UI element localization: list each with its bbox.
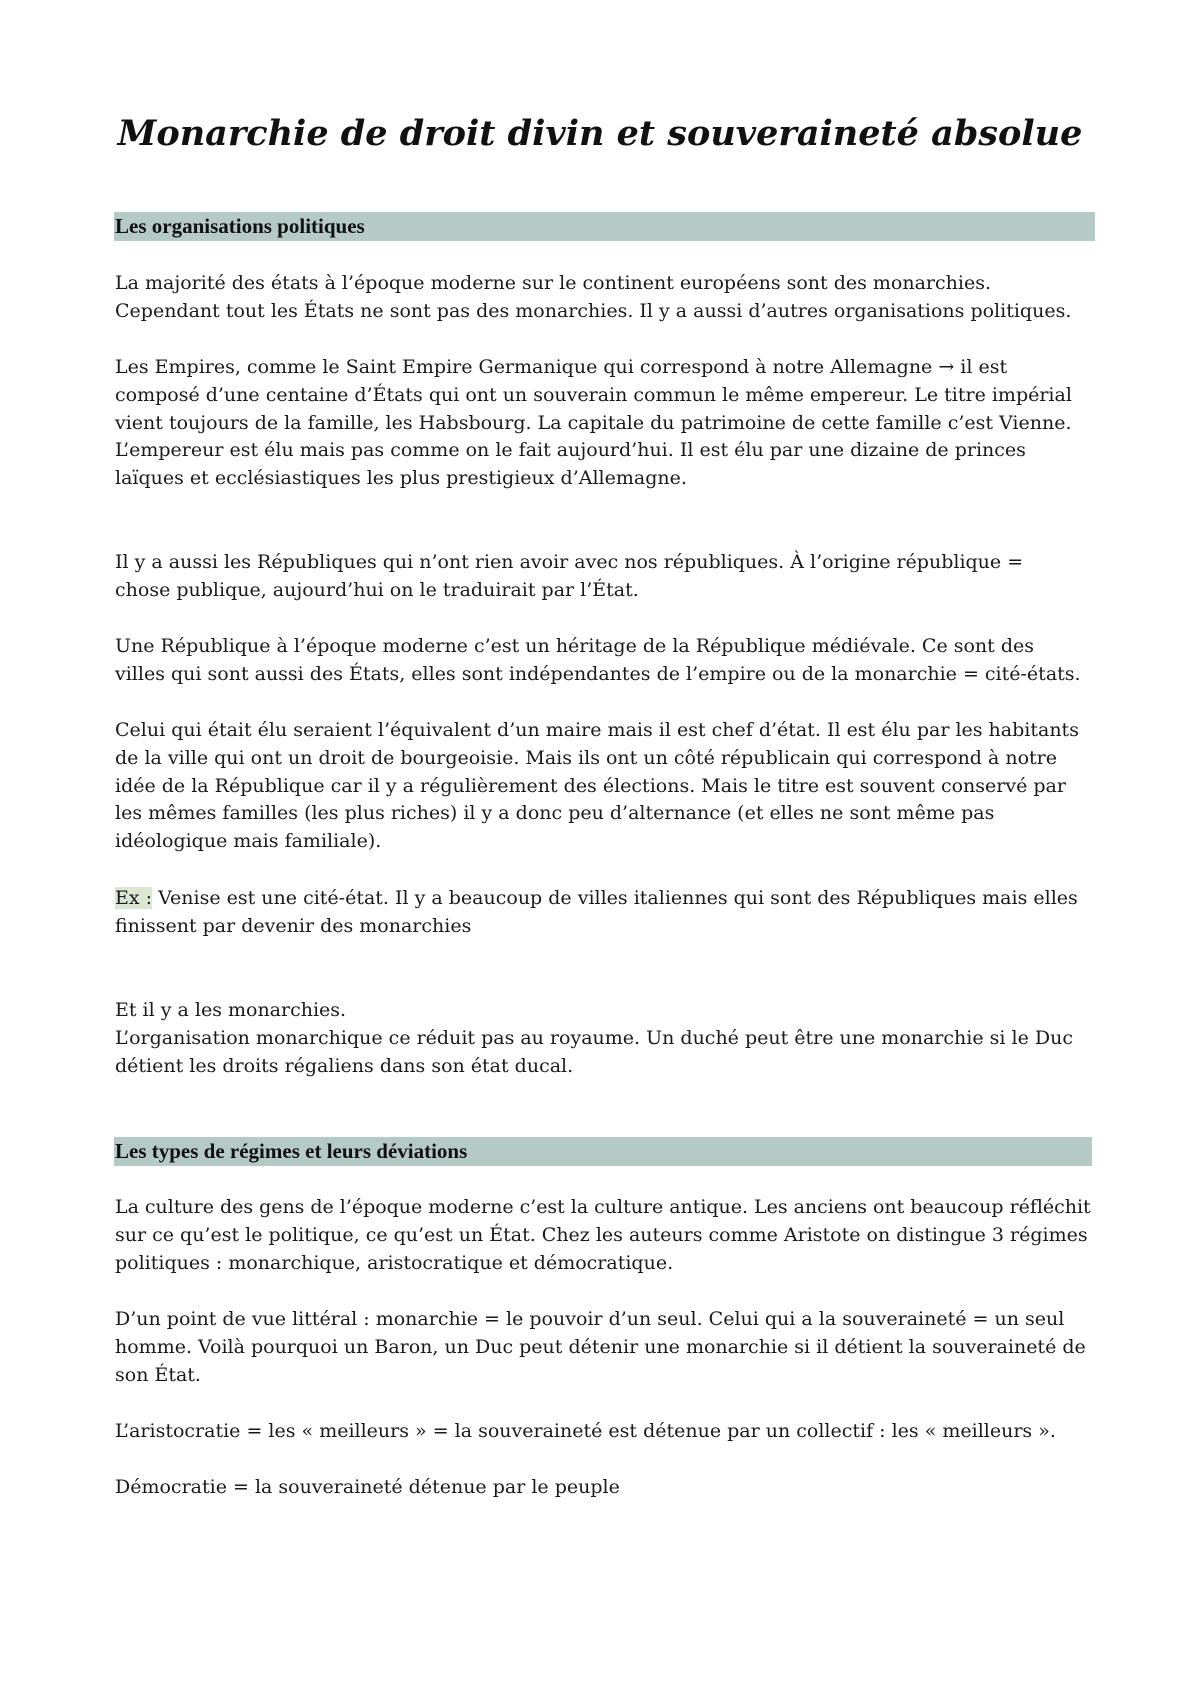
text-line: Cependant tout les États ne sont pas des monarchies. Il y a aussi d’autres organisations politiques. — [115, 299, 1072, 322]
text-line: Démocratie = la souveraineté détenue par le peuple — [115, 1476, 620, 1498]
text-line: villes qui sont aussi des États, elles sont indépendantes de l’empire ou de la monarchie = cité-états. — [115, 662, 1081, 685]
paragraph-republique-moderne — [115, 633, 1095, 689]
paragraph-monarchies-majority — [115, 270, 1095, 326]
text-line: L’organisation monarchique ce réduit pas au royaume. Un duché peut être une monarchie si le Duc — [115, 1026, 1073, 1049]
text-line: finissent par devenir des monarchies — [115, 914, 472, 937]
paragraph-empires — [115, 354, 1095, 493]
text-line: La culture des gens de l’époque moderne c’est la culture antique. Les anciens ont beaucoup réfléchit — [115, 1196, 1091, 1218]
paragraph-elu — [115, 717, 1095, 856]
text-line — [115, 885, 1095, 913]
section-heading-regimes: Les types de régimes et leurs déviations — [114, 1137, 1092, 1166]
text-line: L’empereur est élu mais pas comme on le fait aujourd’hui. Il est élu par une dizaine de princes — [115, 439, 1026, 462]
example-text: Venise est une cité-état. Il y a beaucoup de villes italiennes qui sont des Républiques mais elles — [152, 887, 1078, 909]
text-line: idée de la République car il y a régulièrement des élections. Mais le titre est souvent conservé par — [115, 774, 1066, 797]
text-line: idéologique mais familiale). — [115, 830, 382, 853]
text-line: laïques et ecclésiastiques les plus prestigieux d’Allemagne. — [115, 467, 687, 490]
text-line: Il y a aussi les Républiques qui n’ont rien avoir avec nos républiques. À l’origine république = — [115, 551, 1024, 573]
text-line: La majorité des états à l’époque moderne sur le continent européens sont des monarchies. — [115, 272, 992, 294]
text-line: Et il y a les monarchies. — [115, 999, 347, 1021]
text-line: Les Empires, comme le Saint Empire Germanique qui correspond à notre Allemagne → il est — [115, 356, 1008, 378]
paragraph-monarchie-definition — [115, 1306, 1095, 1389]
text-line: D’un point de vue littéral : monarchie = le pouvoir d’un seul. Celui qui a la souveraineté = un seul — [115, 1308, 1065, 1330]
example-label: Ex : — [115, 887, 153, 909]
text-line: homme. Voilà pourquoi un Baron, un Duc peut détenir une monarchie si il détient la souveraineté de — [115, 1335, 1086, 1358]
text-line: chose publique, aujourd’hui on le traduirait par l’État. — [115, 578, 639, 601]
text-line: les mêmes familles (les plus riches) il y a donc peu d’alternance (et elles ne sont même pas — [115, 802, 995, 825]
paragraph-example — [115, 885, 1095, 941]
paragraph-aristocratie — [115, 1418, 1095, 1446]
text-line: L’aristocratie = les « meilleurs » = la souveraineté est détenue par un collectif : les « meilleurs ». — [115, 1420, 1056, 1442]
text-line: sur ce qu’est le politique, ce qu’est un État. Chez les auteurs comme Aristote on distingue 3 régimes — [115, 1223, 1088, 1246]
text-line: Celui qui était élu seraient l’équivalent d’un maire mais il est chef d’état. Il est élu par les habitants — [115, 719, 1079, 741]
paragraph-culture-antique — [115, 1194, 1095, 1277]
page-title: Monarchie de droit divin et souveraineté absolue — [117, 113, 1083, 154]
text-line: son État. — [115, 1363, 201, 1386]
paragraph-monarchies — [115, 997, 1095, 1080]
paragraph-republiques — [115, 549, 1095, 605]
text-line: de la ville qui ont un droit de bourgeoisie. Mais ils ont un côté républicain qui correspond à notre — [115, 746, 1058, 769]
text-line: composé d’une centaine d’États qui ont un souverain commun le même empereur. Le titre impérial — [115, 383, 1072, 406]
text-line: détient les droits régaliens dans son état ducal. — [115, 1054, 574, 1077]
section-heading-organisations: Les organisations politiques — [114, 212, 1095, 241]
text-line: Une République à l’époque moderne c’est un héritage de la République médiévale. Ce sont des — [115, 635, 1034, 657]
text-line: politiques : monarchique, aristocratique et démocratique. — [115, 1251, 674, 1274]
paragraph-democratie — [115, 1474, 1095, 1502]
text-line: vient toujours de la famille, les Habsbourg. La capitale du patrimoine de cette famille c’est Vienne. — [115, 411, 1072, 434]
